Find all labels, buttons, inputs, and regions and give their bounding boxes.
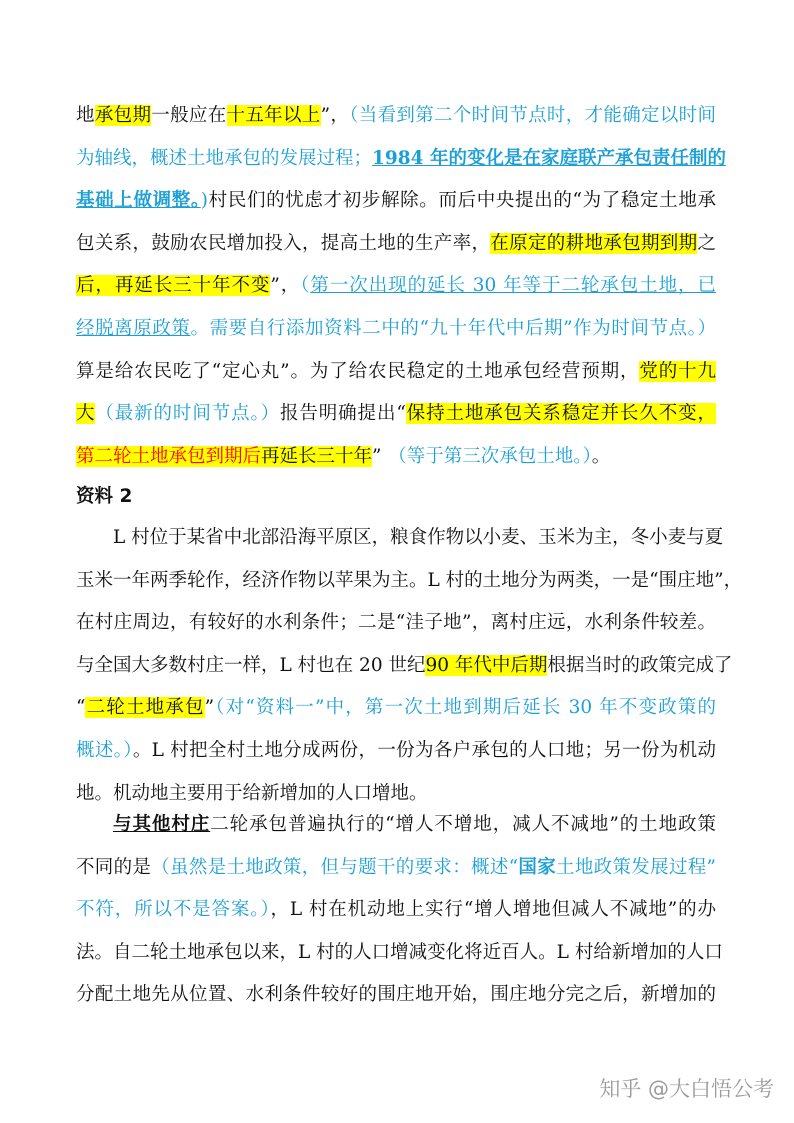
paragraph-2-line-3: 在村庄周边，有较好的水利条件；二是“洼子地”，离村庄远，水利条件较差。	[76, 612, 716, 634]
paragraph-2-line-5	[76, 687, 716, 730]
annotation-text: （当看到第二个时间节点时，才能确定以时间	[349, 105, 716, 126]
annotation-text: （	[300, 275, 311, 297]
text-run: ”	[270, 275, 280, 297]
section-heading	[76, 476, 716, 519]
annotation-bold-text: 基础上做调整。	[76, 190, 201, 212]
paragraph-1-line-8	[76, 393, 716, 436]
paragraph-3	[76, 804, 723, 1017]
text-run: 之	[697, 232, 716, 254]
highlighted-text: 承包期	[94, 105, 152, 126]
highlighted-text: 党的十九	[639, 360, 716, 382]
text-run: ”	[372, 445, 382, 467]
paragraph-1-line-4	[76, 223, 716, 266]
annotation-underlined-text: 第一次出现的延长 30 年等于二轮承包土地，已	[310, 275, 716, 297]
paragraph-2-line-4	[76, 645, 733, 688]
zhihu-watermark: 知乎 @大白悟公考	[599, 1077, 774, 1101]
annotation-bold-text: 1984 年的变化是在家庭联产承包责任制的	[372, 147, 726, 169]
text-run: ”，	[320, 105, 350, 126]
paragraph-3-line-2	[76, 847, 716, 890]
text-run: 一般应在	[151, 105, 227, 126]
highlighted-text: 十五年以上	[226, 105, 321, 126]
section-heading-text: 资料 2	[76, 486, 133, 507]
annotation-bold-text: 国家	[518, 856, 557, 878]
text-run: 算是给农民吃了“定心丸”。为了给农民稳定的土地承包经营预期，	[76, 360, 640, 382]
paragraph-2-line-6	[76, 730, 716, 773]
text-run: 。L 村把全村土地分成两份，一份为各户承包的人口地；另一份为机动	[132, 739, 716, 761]
paragraph-2-line-1: L 村位于某省中北部沿海平原区，粮食作物以小麦、玉米为主，冬小麦与夏	[113, 527, 724, 548]
annotation-underlined-text: 经脱离原政策	[76, 317, 191, 339]
annotation-text: （对“资料一”中，第一次土地到期后延长 30 年不变政策的	[214, 697, 716, 719]
bold-underlined-text: 与其他村庄	[113, 814, 211, 835]
text-run: ”	[204, 697, 215, 719]
paragraph-3-line-5: 分配土地先从位置、水利条件较好的围庄地开始，围庄地分完之后，新增加的	[76, 984, 716, 1006]
text-run: ，L 村在机动地上实行“增人增地但减人不减地”的办	[270, 899, 716, 921]
highlighted-text: 大	[76, 403, 96, 425]
paragraph-3-line-3	[76, 889, 716, 932]
highlighted-text: 后，再延长三十年不变	[76, 275, 271, 297]
annotation-text: 。需要自行添加资料二中的“九十年代中后期”作为时间节点。）	[190, 317, 716, 339]
paragraph-2	[76, 517, 743, 815]
annotation-text: 不符，所以不是答案。）	[76, 899, 271, 921]
text-run: 报告明确提出“	[280, 403, 406, 425]
text-run: 二轮承包普遍执行的“增人不增地，减人不减地”的土地政策	[210, 814, 716, 835]
highlighted-text: 在原定的	[490, 232, 566, 254]
highlighted-text: 保持土地承包关系稳定并长久不变，	[405, 403, 716, 425]
text-run: 根据当时的政策完成了	[547, 654, 733, 676]
paragraph-1-line-1	[76, 95, 716, 138]
annotation-text: （虽然是土地政策，但与题干的要求：概述“	[151, 856, 519, 878]
highlighted-red-text: 第二轮土地承包到期后	[76, 445, 262, 467]
text-run: ，	[279, 275, 301, 297]
text-run: 与全国大多数村庄一样，L 村也在 20 世纪	[76, 654, 426, 676]
paragraph-2-line-2: 玉米一年两季轮作，经济作物以苹果为主。L 村的土地分为两类，一是“围庄地”，	[76, 569, 743, 591]
text-run: 地	[76, 105, 95, 126]
paragraph-3-line-4: 法。自二轮土地承包以来，L 村的人口增减变化将近百人。L 村给新增加的人口	[76, 941, 723, 963]
annotation-text: （最新的时间节点。）	[95, 403, 281, 425]
annotation-text: （等于第三次承包土地。）	[397, 445, 592, 467]
text-run: 包关系，鼓励农民增加投入，提高土地的生产率，	[76, 232, 491, 254]
annotation-text: 土地政策发展过程”	[556, 856, 716, 878]
text-run: 。	[591, 445, 611, 467]
text-run: 村民们的忧虑才初步解除。而后中央提出的“为了稳定土地承	[208, 190, 716, 212]
highlighted-text: 90 年代中后期	[425, 654, 548, 676]
highlighted-text: 二轮土地承包	[85, 697, 205, 719]
paragraph-2-line-7: 地。机动地主要用于给新增加的人口增地。	[76, 782, 428, 804]
highlighted-text: 再延长三十年	[261, 445, 373, 467]
paragraph-1-line-6	[76, 308, 716, 351]
paragraph-1-line-7	[76, 351, 716, 394]
paragraph-1-line-9	[76, 436, 716, 479]
annotation-text: 为轴线，概述土地承包的发展过程；	[76, 147, 373, 169]
highlighted-text: 耕地承包期到期	[565, 232, 698, 254]
annotation-text: )	[200, 190, 209, 212]
annotation-text: 概述。）	[76, 739, 133, 761]
paragraph-1-line-5	[76, 265, 716, 308]
paragraph-1-line-3	[76, 180, 716, 223]
paragraph-1-line-2	[76, 138, 726, 181]
paragraph-1	[76, 95, 726, 478]
text-run: 不同的是	[76, 856, 152, 878]
paragraph-3-line-1	[76, 804, 716, 847]
text-run: “	[76, 697, 86, 719]
